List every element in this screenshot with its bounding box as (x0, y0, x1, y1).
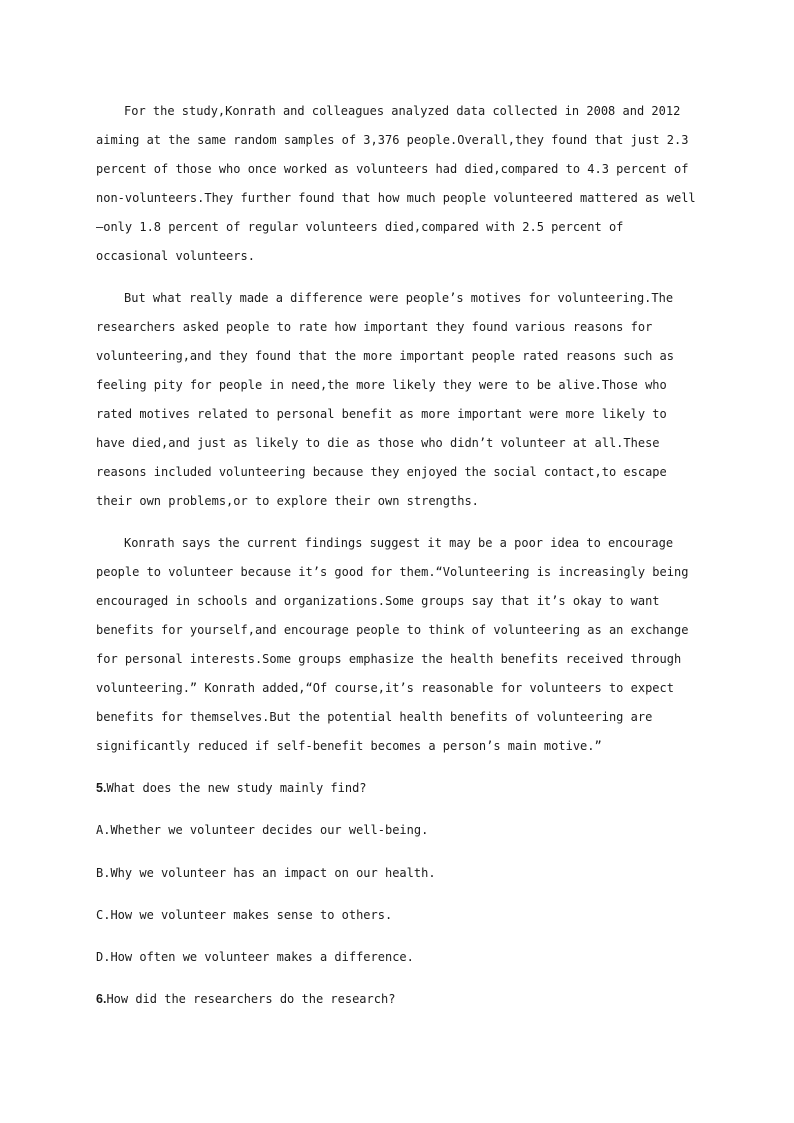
question-5 (96, 774, 696, 803)
question-number: 5. (96, 781, 107, 795)
question-number: 6. (96, 992, 107, 1007)
question-6 (96, 985, 696, 1014)
question-text: How did the researchers do the research? (106, 992, 396, 1007)
option-d: D.How often we volunteer makes a difference. (96, 950, 414, 965)
paragraph-motives: But what really made a difference were people’s motives for volunteering.The researchers asked people to rate how important they found various reasons for volunteering,and they found that the more important people rated reasons such as feeling pity for people in need,the more likely they were to be alive.Those who rated motives related to personal benefit as more important were more likely to have died,and just as likely to die as those who didn’t volunteer at all.These reasons included volunteering because they enjoyed the social contact,to escape their own problems,or to explore their own strengths. (96, 291, 674, 508)
question-text: What does the new study mainly find? (106, 781, 367, 795)
document-body (96, 97, 696, 1028)
option-c: C.How we volunteer makes sense to others. (96, 907, 393, 922)
option-a: A.Whether we volunteer decides our well-being. (96, 823, 429, 838)
option-b: B.Why we volunteer has an impact on our health. (96, 865, 436, 880)
paragraph-study-data: For the study,Konrath and colleagues analyzed data collected in 2008 and 2012 aiming at the same random samples of 3,376 people.Overall,they found that just 2.3 percent of those who once worked as volunteers had died,compared to 4.3 percent of non-volunteers.They further found that how much people volunteered mattered as well—only 1.8 percent of regular volunteers died,compared with 2.5 percent of occasional volunteers. (96, 104, 696, 263)
paragraph-konrath-quote: Konrath says the current findings suggest it may be a poor idea to encourage people to volunteer because it’s good for them.“Volunteering is increasingly being encouraged in schools and organizations.Some groups say that it’s okay to want benefits for yourself,and encourage people to think of volunteering as an exchange for personal interests.Some groups emphasize the health benefits received through volunteering.” Konrath added,“Of course,it’s reasonable for volunteers to expect benefits for themselves.But the potential health benefits of volunteering are significantly reduced if self-benefit becomes a person’s main motive.” (96, 536, 689, 753)
